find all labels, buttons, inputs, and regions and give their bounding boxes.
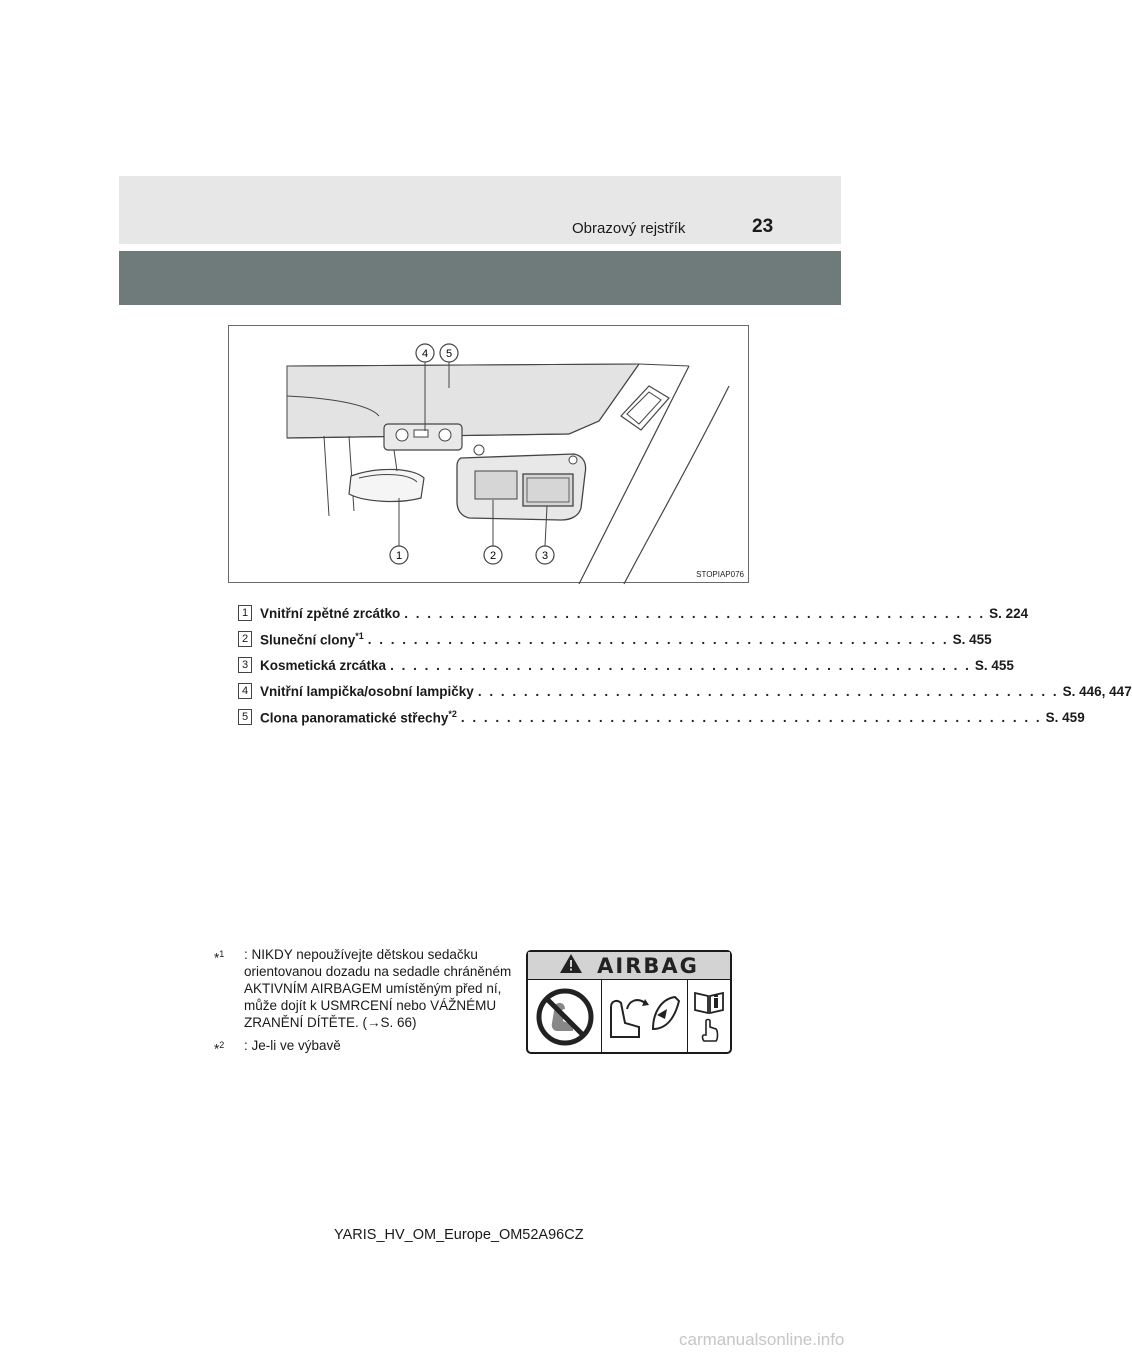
callout-1 [390,546,408,564]
item-label: Sluneční clony$^{*1}$ [260,630,364,648]
footnote-marker: *2 [448,708,457,719]
item-label: Kosmetická zrcátka [260,657,387,673]
item-number: 3 [238,657,252,673]
footnote-1 [214,946,514,1031]
item-label: Vnitřní lampička/osobní lampičky [260,683,474,699]
airbag-word: AIRBAG [597,953,699,978]
list-item [238,678,1132,704]
leader-dots: . . . . . . . . . . . . . . . . . . . . . . . . . . . . . . . . . . . . . . . . . . . . . . . . . . . [404,605,986,621]
footnote-2 [214,1037,514,1058]
item-label: Clona panoramatické střechy$^{*2}$ [260,708,457,726]
airbag-label-pictograms [528,980,730,1053]
warning-triangle-icon [559,953,583,979]
page-reference-link[interactable]: S. 459 [1045,709,1085,725]
leader-dots: . . . . . . . . . . . . . . . . . . . . . . . . . . . . . . . . . . . . . . . . . . . . . . . . . . . [390,657,971,673]
footnote-marker: *1 [355,630,364,641]
item-number: 2 [238,631,252,647]
footnote-mark: *$^1$ [214,949,225,966]
page-reference-link[interactable]: S. 455 [974,657,1014,673]
watermark: carmanualsonline.info [679,1330,845,1349]
interior-ceiling-illustration [228,325,749,583]
list-item [238,652,1014,678]
list-item [238,600,1029,626]
item-number: 1 [238,605,252,621]
document-code: YARIS_HV_OM_Europe_OM52A96CZ [334,1227,584,1243]
leader-dots: . . . . . . . . . . . . . . . . . . . . . . . . . . . . . . . . . . . . . . . . . . . . . . . . . . . [477,683,1059,699]
svg-text:4: 4 [421,348,429,360]
no-rear-facing-child-seat-icon [528,980,602,1053]
footnote-text: : NIKDY nepoužívejte dětskou sedačku orientovanou dozadu na sedadle chráněném AKTIVNÍM AIRBAGEM umístěným před ní, může dojít k USMRCENÍ nebo VÁŽNÉMU ZRANĚNÍ DÍTĚTE. (→S. 66) [244,947,512,1030]
footnotes [214,946,514,1064]
svg-text:2: 2 [489,550,497,562]
svg-text:3: 3 [541,550,549,562]
airbag-label-header [528,952,730,980]
airbag-deploy-icon [602,980,688,1053]
page-reference-link[interactable]: S. 446, 447 [1062,683,1132,699]
page-number: 23 [752,216,774,237]
leader-dots: . . . . . . . . . . . . . . . . . . . . . . . . . . . . . . . . . . . . . . . . . . . . . . . . . . . [367,631,949,647]
item-label: Vnitřní zpětné zrcátko [260,605,401,621]
read-manual-icon [688,980,730,1053]
callout-2 [484,546,502,564]
footnote-mark: *$^2$ [214,1040,225,1057]
item-number: 4 [238,683,252,699]
page-reference-link[interactable]: S. 224 [989,605,1029,621]
callout-4 [416,344,434,362]
header-bar [119,251,841,305]
figure-code: STOPIAP076 [696,570,744,579]
item-number: 5 [238,709,252,725]
section-title: Obrazový rejstřík [572,220,686,237]
callout-3 [536,546,554,564]
callout-5 [440,344,458,362]
svg-text:5: 5 [445,348,453,360]
header-band [119,176,841,244]
list-item [238,704,1085,730]
footnote-text: : Je-li ve výbavě [244,1038,341,1053]
page-reference-link[interactable]: S. 455 [952,631,992,647]
item-list [238,600,1132,730]
ceiling-drawing [229,326,750,584]
svg-text:1: 1 [395,550,403,562]
leader-dots: . . . . . . . . . . . . . . . . . . . . . . . . . . . . . . . . . . . . . . . . . . . . . . . . . . . [460,709,1042,725]
list-item [238,626,992,652]
airbag-warning-label [526,950,732,1054]
